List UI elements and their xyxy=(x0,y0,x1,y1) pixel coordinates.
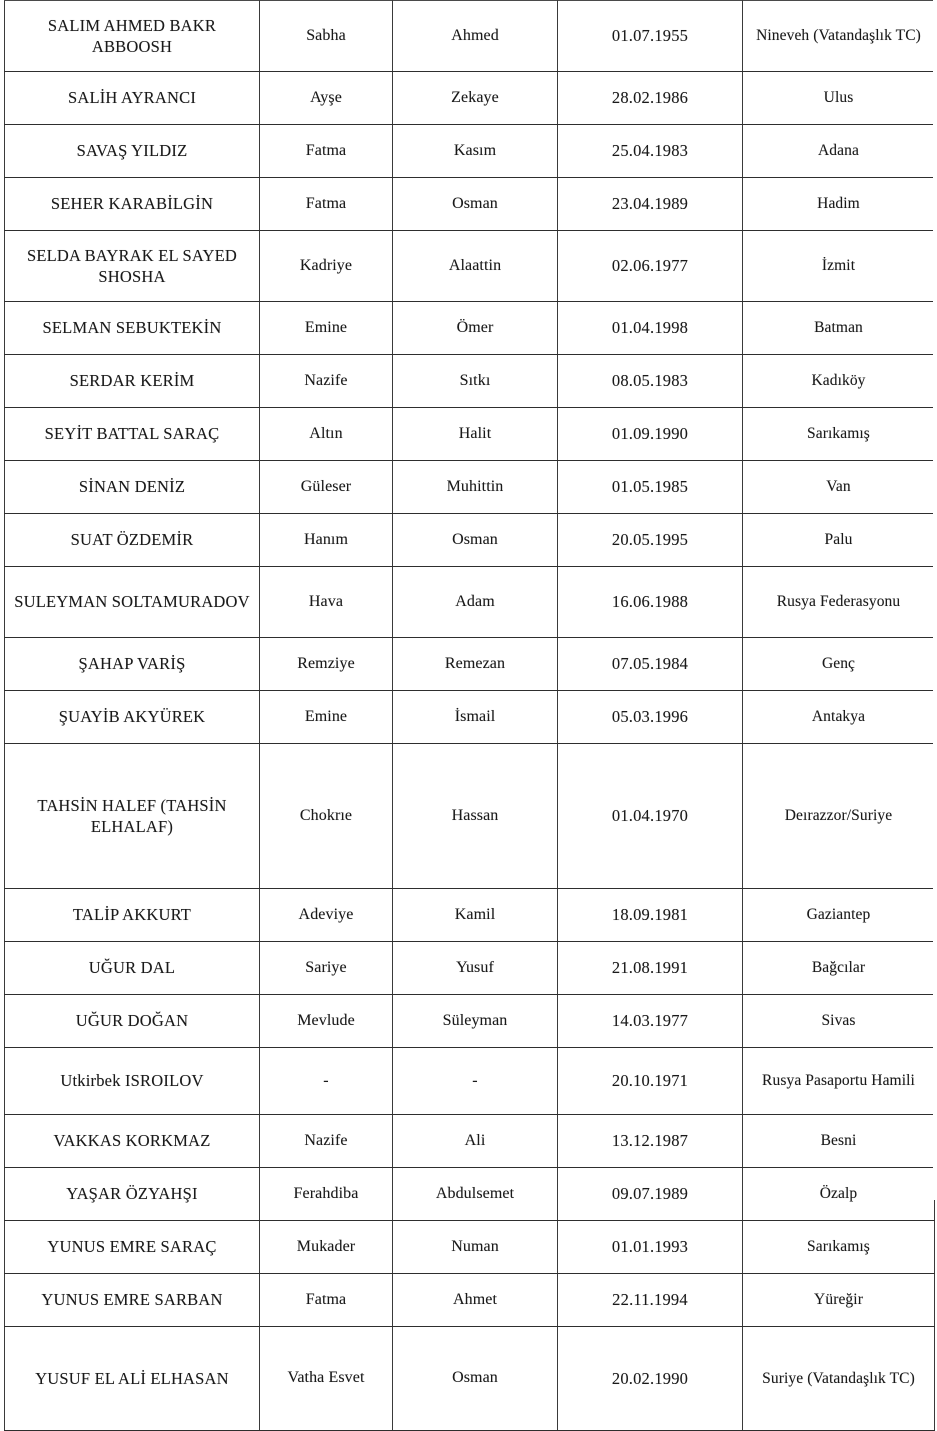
table-row xyxy=(5,461,935,514)
cell-place-of-birth-text: Sarıkamış xyxy=(807,1238,870,1256)
cell-father-name xyxy=(393,942,558,995)
cell-father-name-text: Zekaye xyxy=(451,88,499,106)
cell-place-of-birth-text: Suriye (Vatandaşlık TC) xyxy=(762,1369,915,1387)
cell-father-name xyxy=(393,1221,558,1274)
cell-father-name xyxy=(393,125,558,178)
cell-father-name-text: Ömer xyxy=(456,318,494,336)
cell-name xyxy=(5,1,260,72)
cell-name xyxy=(5,1327,260,1431)
cell-place-of-birth xyxy=(743,1327,935,1431)
cell-name xyxy=(5,889,260,942)
cell-place-of-birth xyxy=(743,567,935,638)
cell-place-of-birth xyxy=(743,942,935,995)
cell-name-text: SUAT ÖZDEMİR xyxy=(70,530,194,550)
table-row xyxy=(5,691,935,744)
cell-place-of-birth-text: Palu xyxy=(824,531,853,549)
cell-date-of-birth-text: 01.07.1955 xyxy=(611,26,689,46)
cell-date-of-birth xyxy=(558,1,743,72)
cell-father-name xyxy=(393,1115,558,1168)
cell-father-name-text: Osman xyxy=(452,1369,498,1387)
cell-mother-name-text: Emine xyxy=(304,707,348,725)
cell-place-of-birth-text: Rusya Federasyonu xyxy=(776,593,901,611)
cell-mother-name xyxy=(260,942,393,995)
cell-date-of-birth-text: 18.09.1981 xyxy=(611,905,689,925)
cell-name-text: ŞAHAP VARİŞ xyxy=(78,654,186,674)
cell-place-of-birth xyxy=(743,638,935,691)
cell-place-of-birth xyxy=(743,72,935,125)
cell-date-of-birth-text: 20.05.1995 xyxy=(611,530,689,550)
cell-father-name xyxy=(393,231,558,302)
cell-name-text: TAHSİN HALEF (TAHSİN ELHALAF) xyxy=(37,795,227,836)
cell-name xyxy=(5,231,260,302)
table-row xyxy=(5,567,935,638)
cell-place-of-birth-text: Hadim xyxy=(817,195,860,213)
cell-date-of-birth xyxy=(558,995,743,1048)
cell-place-of-birth xyxy=(743,744,935,889)
cell-mother-name-text: Sariye xyxy=(305,958,347,976)
cell-mother-name xyxy=(260,1221,393,1274)
cell-date-of-birth-text: 22.11.1994 xyxy=(612,1290,688,1310)
cell-date-of-birth-text: 13.12.1987 xyxy=(611,1131,689,1151)
cell-place-of-birth-text: Antakya xyxy=(811,708,866,726)
cell-name xyxy=(5,691,260,744)
cell-mother-name xyxy=(260,567,393,638)
cell-mother-name-text: Mevlude xyxy=(297,1011,355,1029)
cell-mother-name-text: Fatma xyxy=(305,141,347,159)
cell-date-of-birth-text: 01.05.1985 xyxy=(611,477,689,497)
cell-date-of-birth-text: 02.06.1977 xyxy=(611,256,689,276)
cell-father-name-text: Osman xyxy=(452,530,498,548)
cell-name-text: ŞUAYİB AKYÜREK xyxy=(58,707,206,727)
cell-date-of-birth-text: 01.04.1998 xyxy=(611,318,689,338)
cell-date-of-birth xyxy=(558,125,743,178)
cell-mother-name-text: Güleser xyxy=(300,477,352,495)
cell-father-name xyxy=(393,889,558,942)
cell-place-of-birth xyxy=(743,1168,935,1221)
cell-place-of-birth-text: Bağcılar xyxy=(811,959,866,977)
cell-father-name-text: Ahmet xyxy=(452,1290,498,1308)
cell-mother-name xyxy=(260,231,393,302)
cell-father-name-text: Muhittin xyxy=(446,477,504,495)
table-row xyxy=(5,231,935,302)
cell-date-of-birth-text: 14.03.1977 xyxy=(611,1011,689,1031)
cell-name-text: SAVAŞ YILDIZ xyxy=(76,141,188,161)
cell-mother-name-text: Hava xyxy=(308,592,344,610)
cell-father-name xyxy=(393,691,558,744)
cell-name xyxy=(5,1221,260,1274)
cell-mother-name-text: Emine xyxy=(304,318,348,336)
cell-father-name xyxy=(393,461,558,514)
cell-date-of-birth xyxy=(558,178,743,231)
cell-date-of-birth xyxy=(558,1327,743,1431)
cell-mother-name xyxy=(260,744,393,889)
cell-father-name xyxy=(393,178,558,231)
cell-name-text: SERDAR KERİM xyxy=(69,371,195,391)
table-row xyxy=(5,1,935,72)
cell-mother-name-text: Chokrıe xyxy=(299,806,353,824)
cell-name xyxy=(5,178,260,231)
cell-place-of-birth xyxy=(743,178,935,231)
cell-mother-name-text: Adeviye xyxy=(298,905,354,923)
cell-name-text: SALİH AYRANCI xyxy=(67,88,197,108)
cell-place-of-birth xyxy=(743,231,935,302)
cell-date-of-birth-text: 16.06.1988 xyxy=(611,592,689,612)
cell-name-text: SEYİT BATTAL SARAÇ xyxy=(44,424,220,444)
cell-mother-name xyxy=(260,461,393,514)
table-row xyxy=(5,942,935,995)
table-row xyxy=(5,302,935,355)
cell-place-of-birth xyxy=(743,1274,935,1327)
cell-date-of-birth-text: 21.08.1991 xyxy=(611,958,689,978)
table-row xyxy=(5,995,935,1048)
cell-name xyxy=(5,125,260,178)
cell-mother-name xyxy=(260,1,393,72)
cell-mother-name xyxy=(260,514,393,567)
cell-mother-name-text: Altın xyxy=(309,424,343,442)
cell-place-of-birth xyxy=(743,125,935,178)
cell-name-text: VAKKAS KORKMAZ xyxy=(53,1131,211,1151)
cell-date-of-birth-text: 01.01.1993 xyxy=(611,1237,689,1257)
cell-date-of-birth xyxy=(558,461,743,514)
cell-name-text: YUSUF EL ALİ ELHASAN xyxy=(35,1368,229,1388)
cell-name xyxy=(5,638,260,691)
cell-father-name xyxy=(393,744,558,889)
cell-date-of-birth-text: 20.02.1990 xyxy=(611,1368,689,1388)
cell-name xyxy=(5,995,260,1048)
cell-place-of-birth-text: Kadıköy xyxy=(811,372,866,390)
cell-name xyxy=(5,514,260,567)
cell-date-of-birth xyxy=(558,1221,743,1274)
cell-name xyxy=(5,1115,260,1168)
cell-father-name xyxy=(393,355,558,408)
cell-date-of-birth xyxy=(558,691,743,744)
cell-date-of-birth-text: 23.04.1989 xyxy=(611,194,689,214)
cell-name xyxy=(5,355,260,408)
cell-place-of-birth-text: Batman xyxy=(814,319,863,337)
cell-name xyxy=(5,461,260,514)
registry-table xyxy=(4,0,935,1431)
cell-father-name-text: Adam xyxy=(455,592,495,610)
cell-place-of-birth xyxy=(743,355,935,408)
cell-place-of-birth-text: Yüreğir xyxy=(814,1291,863,1309)
cell-name xyxy=(5,72,260,125)
cell-name-text: YUNUS EMRE SARBAN xyxy=(41,1290,223,1310)
cell-mother-name-text: - xyxy=(323,1071,329,1089)
cell-name-text: SULEYMAN SOLTAMURADOV xyxy=(14,592,250,612)
cell-mother-name xyxy=(260,355,393,408)
table-row xyxy=(5,178,935,231)
cell-name-text: UĞUR DAL xyxy=(88,958,176,978)
cell-father-name xyxy=(393,514,558,567)
cell-father-name-text: Kasım xyxy=(453,141,497,159)
cell-father-name xyxy=(393,567,558,638)
table-row xyxy=(5,125,935,178)
cell-name-text: SELMAN SEBUKTEKİN xyxy=(42,318,222,338)
cell-place-of-birth xyxy=(743,1048,935,1115)
cell-place-of-birth xyxy=(743,691,935,744)
cell-date-of-birth-text: 05.03.1996 xyxy=(611,707,689,727)
cell-date-of-birth xyxy=(558,408,743,461)
table-row xyxy=(5,355,935,408)
cell-date-of-birth-text: 08.05.1983 xyxy=(611,371,689,391)
cell-father-name-text: Osman xyxy=(452,194,498,212)
cell-mother-name xyxy=(260,72,393,125)
cell-name xyxy=(5,408,260,461)
cell-place-of-birth-text: Gaziantep xyxy=(806,906,871,924)
cell-mother-name xyxy=(260,1274,393,1327)
cell-place-of-birth-text: İzmit xyxy=(821,257,856,275)
table-row xyxy=(5,1274,935,1327)
cell-date-of-birth xyxy=(558,231,743,302)
table-row xyxy=(5,1048,935,1115)
cell-date-of-birth xyxy=(558,514,743,567)
cell-place-of-birth-text: Sivas xyxy=(821,1012,856,1030)
cell-mother-name xyxy=(260,691,393,744)
cell-place-of-birth-text: Genç xyxy=(821,655,856,673)
cell-father-name xyxy=(393,1048,558,1115)
cell-father-name xyxy=(393,638,558,691)
cell-name xyxy=(5,302,260,355)
cell-date-of-birth xyxy=(558,355,743,408)
cell-name-text: UĞUR DOĞAN xyxy=(75,1011,189,1031)
cell-name xyxy=(5,1168,260,1221)
cell-mother-name xyxy=(260,995,393,1048)
cell-name xyxy=(5,1274,260,1327)
cell-mother-name-text: Fatma xyxy=(305,194,347,212)
table-row xyxy=(5,514,935,567)
cell-place-of-birth xyxy=(743,1,935,72)
cell-date-of-birth xyxy=(558,72,743,125)
cell-date-of-birth-text: 09.07.1989 xyxy=(611,1184,689,1204)
cell-place-of-birth xyxy=(743,1221,935,1274)
cell-father-name-text: Süleyman xyxy=(442,1011,508,1029)
cell-name-text: YUNUS EMRE SARAÇ xyxy=(47,1237,217,1257)
cell-date-of-birth xyxy=(558,1168,743,1221)
table-row xyxy=(5,1168,935,1221)
cell-place-of-birth-text: Özalp xyxy=(819,1185,858,1203)
cell-father-name-text: Yusuf xyxy=(456,958,494,976)
cell-mother-name-text: Hanım xyxy=(303,530,349,548)
cell-name-text: TALİP AKKURT xyxy=(72,905,192,925)
cell-father-name-text: Abdulsemet xyxy=(435,1184,515,1202)
cell-place-of-birth-text: Nineveh (Vatandaşlık TC) xyxy=(756,27,921,45)
cell-date-of-birth xyxy=(558,889,743,942)
cell-place-of-birth xyxy=(743,302,935,355)
cell-place-of-birth-text: Rusya Pasaportu Hamili xyxy=(762,1072,915,1090)
cell-date-of-birth-text: 07.05.1984 xyxy=(611,654,689,674)
cell-father-name xyxy=(393,1274,558,1327)
cell-place-of-birth xyxy=(743,514,935,567)
cell-father-name-text: Remezan xyxy=(444,654,506,672)
cell-place-of-birth-text: Sarıkamış xyxy=(807,425,870,443)
cell-date-of-birth xyxy=(558,567,743,638)
cell-mother-name-text: Nazife xyxy=(304,1131,348,1149)
cell-date-of-birth-text: 28.02.1986 xyxy=(611,88,689,108)
cell-place-of-birth-text: Deırazzor/Suriye xyxy=(784,807,893,825)
cell-mother-name-text: Sabha xyxy=(306,26,346,44)
cell-mother-name-text: Ferahdiba xyxy=(293,1184,359,1202)
cell-place-of-birth xyxy=(743,889,935,942)
cell-mother-name xyxy=(260,638,393,691)
table-row xyxy=(5,408,935,461)
cell-father-name xyxy=(393,1168,558,1221)
cell-father-name xyxy=(393,408,558,461)
cell-mother-name-text: Mukader xyxy=(296,1237,356,1255)
table-row xyxy=(5,744,935,889)
cell-date-of-birth-text: 01.04.1970 xyxy=(611,806,689,826)
cell-mother-name-text: Fatma xyxy=(305,1290,347,1308)
table-row xyxy=(5,1327,935,1431)
table-row xyxy=(5,1115,935,1168)
cell-father-name xyxy=(393,72,558,125)
cell-mother-name xyxy=(260,408,393,461)
cell-place-of-birth xyxy=(743,461,935,514)
cell-date-of-birth xyxy=(558,744,743,889)
cell-mother-name xyxy=(260,125,393,178)
cell-name xyxy=(5,567,260,638)
cell-mother-name xyxy=(260,178,393,231)
cell-date-of-birth xyxy=(558,638,743,691)
cell-father-name xyxy=(393,1327,558,1431)
cell-place-of-birth-text: Besni xyxy=(820,1132,857,1150)
registry-table-body xyxy=(5,1,935,1431)
cell-father-name xyxy=(393,1,558,72)
cell-father-name-text: Hassan xyxy=(451,806,499,824)
table-row xyxy=(5,1221,935,1274)
cell-father-name-text: İsmail xyxy=(454,707,496,725)
cell-name xyxy=(5,942,260,995)
cell-father-name-text: Ali xyxy=(464,1131,486,1149)
cell-name-text: SELDA BAYRAK EL SAYED SHOSHA xyxy=(26,245,238,286)
cell-mother-name xyxy=(260,1327,393,1431)
cell-mother-name xyxy=(260,1168,393,1221)
cell-mother-name xyxy=(260,1048,393,1115)
cell-father-name-text: - xyxy=(472,1071,478,1089)
cell-name-text: SİNAN DENİZ xyxy=(78,477,186,497)
cell-date-of-birth xyxy=(558,302,743,355)
cell-place-of-birth-text: Van xyxy=(826,478,851,496)
cell-father-name-text: Sıtkı xyxy=(459,371,491,389)
cell-date-of-birth xyxy=(558,942,743,995)
cell-father-name-text: Halit xyxy=(458,424,492,442)
cell-date-of-birth-text: 20.10.1971 xyxy=(611,1071,689,1091)
table-row xyxy=(5,889,935,942)
cell-mother-name-text: Nazife xyxy=(304,371,348,389)
cell-mother-name-text: Vatha Esvet xyxy=(287,1369,365,1387)
cell-father-name xyxy=(393,302,558,355)
cell-father-name-text: Ahmed xyxy=(451,26,499,44)
cell-father-name xyxy=(393,995,558,1048)
table-row xyxy=(5,72,935,125)
cell-name xyxy=(5,744,260,889)
cell-place-of-birth-text: Ulus xyxy=(823,89,854,107)
cell-date-of-birth xyxy=(558,1048,743,1115)
cell-place-of-birth xyxy=(743,408,935,461)
cell-date-of-birth-text: 25.04.1983 xyxy=(611,141,689,161)
cell-mother-name xyxy=(260,302,393,355)
table-row xyxy=(5,638,935,691)
cell-name-text: SEHER KARABİLGİN xyxy=(50,194,214,214)
cell-name-text: Utkirbek ISROILOV xyxy=(60,1071,204,1091)
cell-name-text: SALIM AHMED BAKR ABBOOSH xyxy=(47,15,217,56)
cell-place-of-birth-text: Adana xyxy=(818,142,859,160)
cell-mother-name-text: Ayşe xyxy=(310,88,342,106)
cell-date-of-birth xyxy=(558,1115,743,1168)
cell-date-of-birth-text: 01.09.1990 xyxy=(611,424,689,444)
cell-mother-name xyxy=(260,889,393,942)
cell-date-of-birth xyxy=(558,1274,743,1327)
cell-name-text: YAŞAR ÖZYAHŞI xyxy=(66,1184,198,1204)
cell-mother-name-text: Remziye xyxy=(297,654,355,672)
cell-place-of-birth xyxy=(743,1115,935,1168)
cell-father-name-text: Kamil xyxy=(454,905,496,923)
cell-mother-name xyxy=(260,1115,393,1168)
cell-place-of-birth xyxy=(743,995,935,1048)
cell-father-name-text: Alaattin xyxy=(448,256,502,274)
cell-name xyxy=(5,1048,260,1115)
cell-mother-name-text: Kadriye xyxy=(299,256,353,274)
cell-father-name-text: Numan xyxy=(451,1237,499,1255)
